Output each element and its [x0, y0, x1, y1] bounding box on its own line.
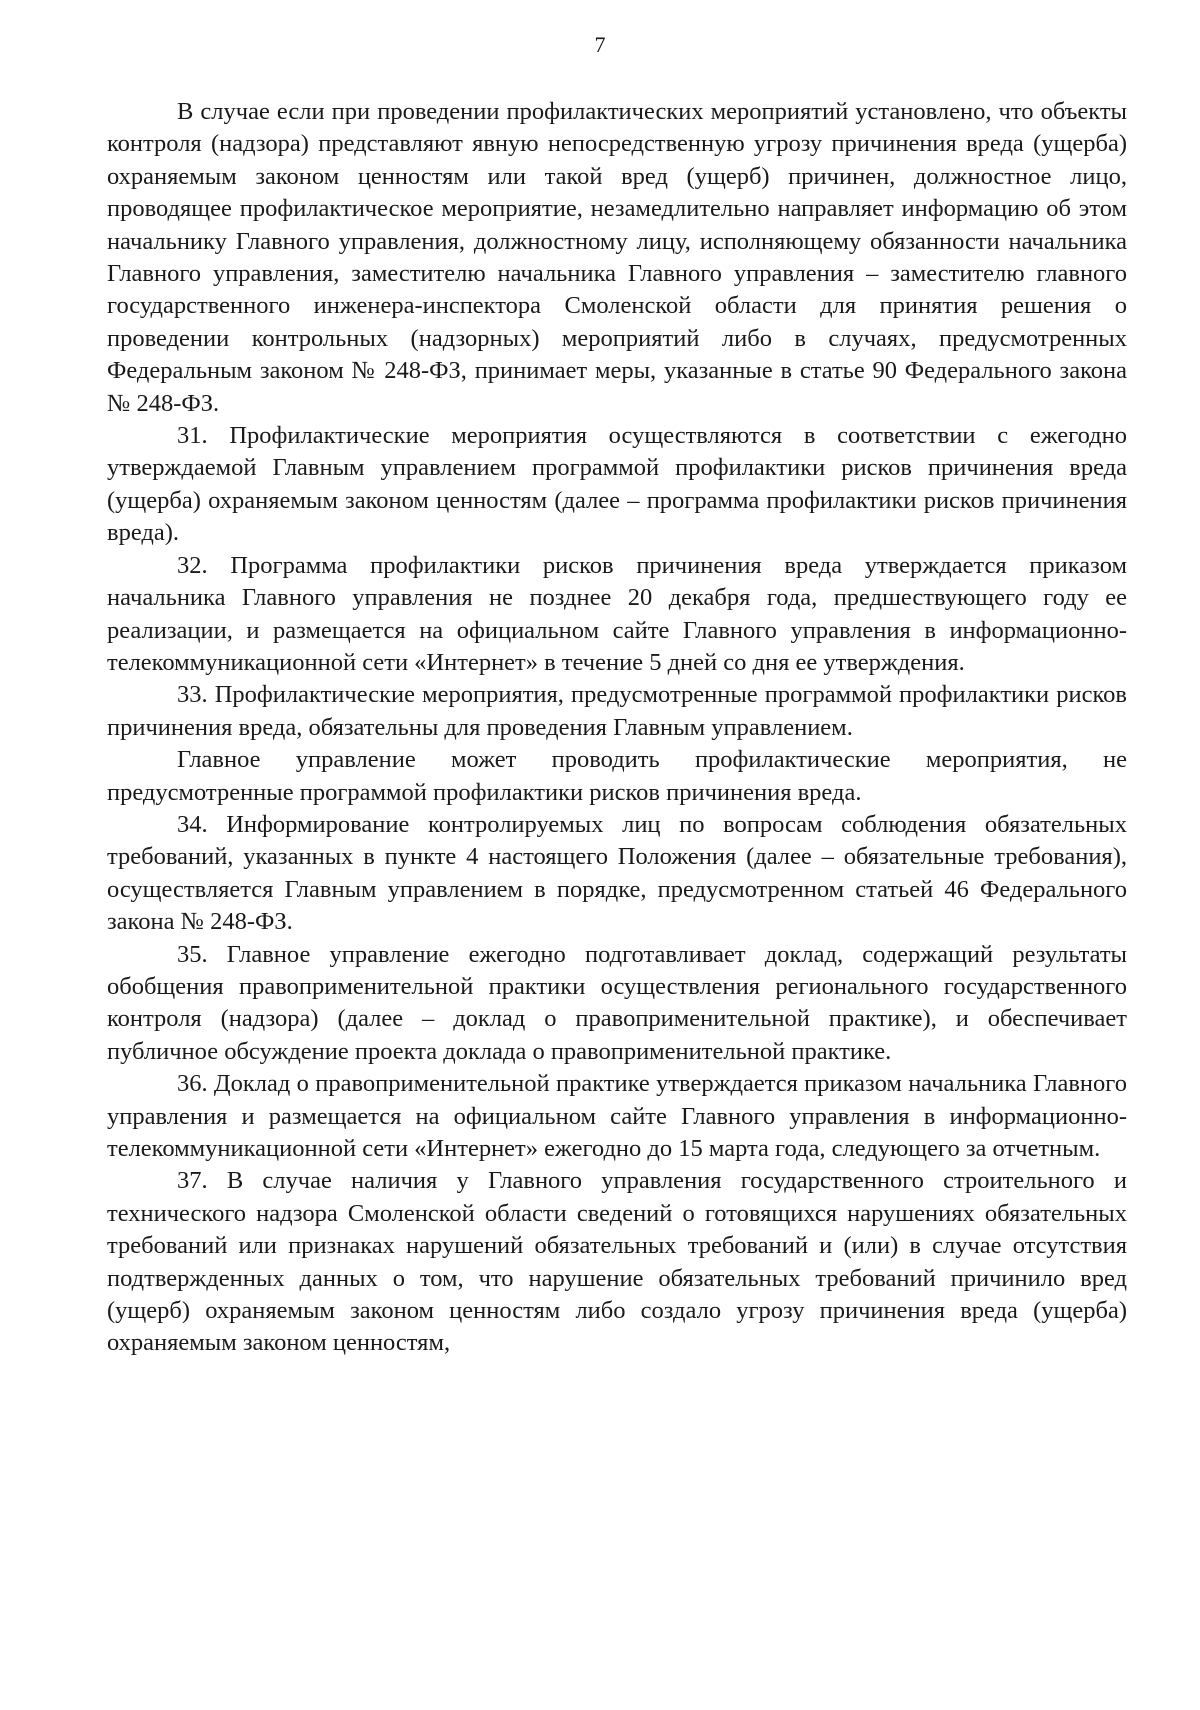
paragraph-32: 32. Программа профилактики рисков причинения вреда утверждается приказом начальника Главного управления не позднее 20 декабря года, предшествующего году ее реализации, и размещается на официальном сайте Главного управления в информационно-телекоммуникационной сети «Интернет» в течение 5 дней со дня ее утверждения. [107, 551, 1127, 676]
paragraph-31: 31. Профилактические мероприятия осуществляются в соответствии с ежегодно утверждаемой Главным управлением программой профилактики рисков причинения вреда (ущерба) охраняемым законом ценностям (далее – программа профилактики рисков причинения вреда). [107, 422, 1127, 547]
paragraph-35: 35. Главное управление ежегодно подготавливает доклад, содержащий результаты обобщения правоприменительной практики осуществления регионального государственного контроля (надзора) (далее – доклад о правоприменительной практике), и обеспечивает публичное обсуждение проекта доклада о правоприменительной практике. [107, 940, 1127, 1065]
paragraph-33: 33. Профилактические мероприятия, предусмотренные программой профилактики рисков причинения вреда, обязательны для проведения Главным управлением. [107, 681, 1127, 741]
paragraph-36: 36. Доклад о правоприменительной практике утверждается приказом начальника Главного управления и размещается на официальном сайте Главного управления в информационно-телекоммуникационной сети «Интернет» ежегодно до 15 марта года, следующего за отчетным. [107, 1070, 1127, 1162]
paragraph-prevention-threat: В случае если при проведении профилактических мероприятий установлено, что объекты контроля (надзора) представляют явную непосредственную угрозу причинения вреда (ущерба) охраняемым законом ценностям или такой вред (ущерб) причинен, должностное лицо, проводящее профилактическое мероприятие, незамедлительно направляет информацию об этом начальнику Главного управления, должностному лицу, исполняющему обязанности начальника Главного управления, заместителю начальника Главного управления – заместителю главного государственного инженера-инспектора Смоленской области для принятия решения о проведении контрольных (надзорных) мероприятий либо в случаях, предусмотренных Федеральным законом № 248-ФЗ, принимает меры, указанные в статье 90 Федерального закона № 248-ФЗ. [107, 98, 1127, 417]
paragraph-34: 34. Информирование контролируемых лиц по вопросам соблюдения обязательных требований, указанных в пункте 4 настоящего Положения (далее – обязательные требования), осуществляется Главным управлением в порядке, предусмотренном статьей 46 Федерального закона № 248-ФЗ. [107, 810, 1127, 936]
page-number: 7 [594, 32, 606, 57]
document-body [107, 96, 1127, 1360]
paragraph-37: 37. В случае наличия у Главного управления государственного строительного и технического надзора Смоленской области сведений о готовящихся нарушениях обязательных требований или признаках нарушений обязательных требований и (или) в случае отсутствия подтвержденных данных о том, что нарушение обязательных требований причинило вред (ущерб) охраняемым законом ценностям либо создало угрозу причинения вреда (ущерба) охраняемым законом ценностям, [107, 1167, 1127, 1357]
paragraph-33-continued: Главное управление может проводить профилактические мероприятия, не предусмотренные программой профилактики рисков причинения вреда. [107, 746, 1127, 806]
